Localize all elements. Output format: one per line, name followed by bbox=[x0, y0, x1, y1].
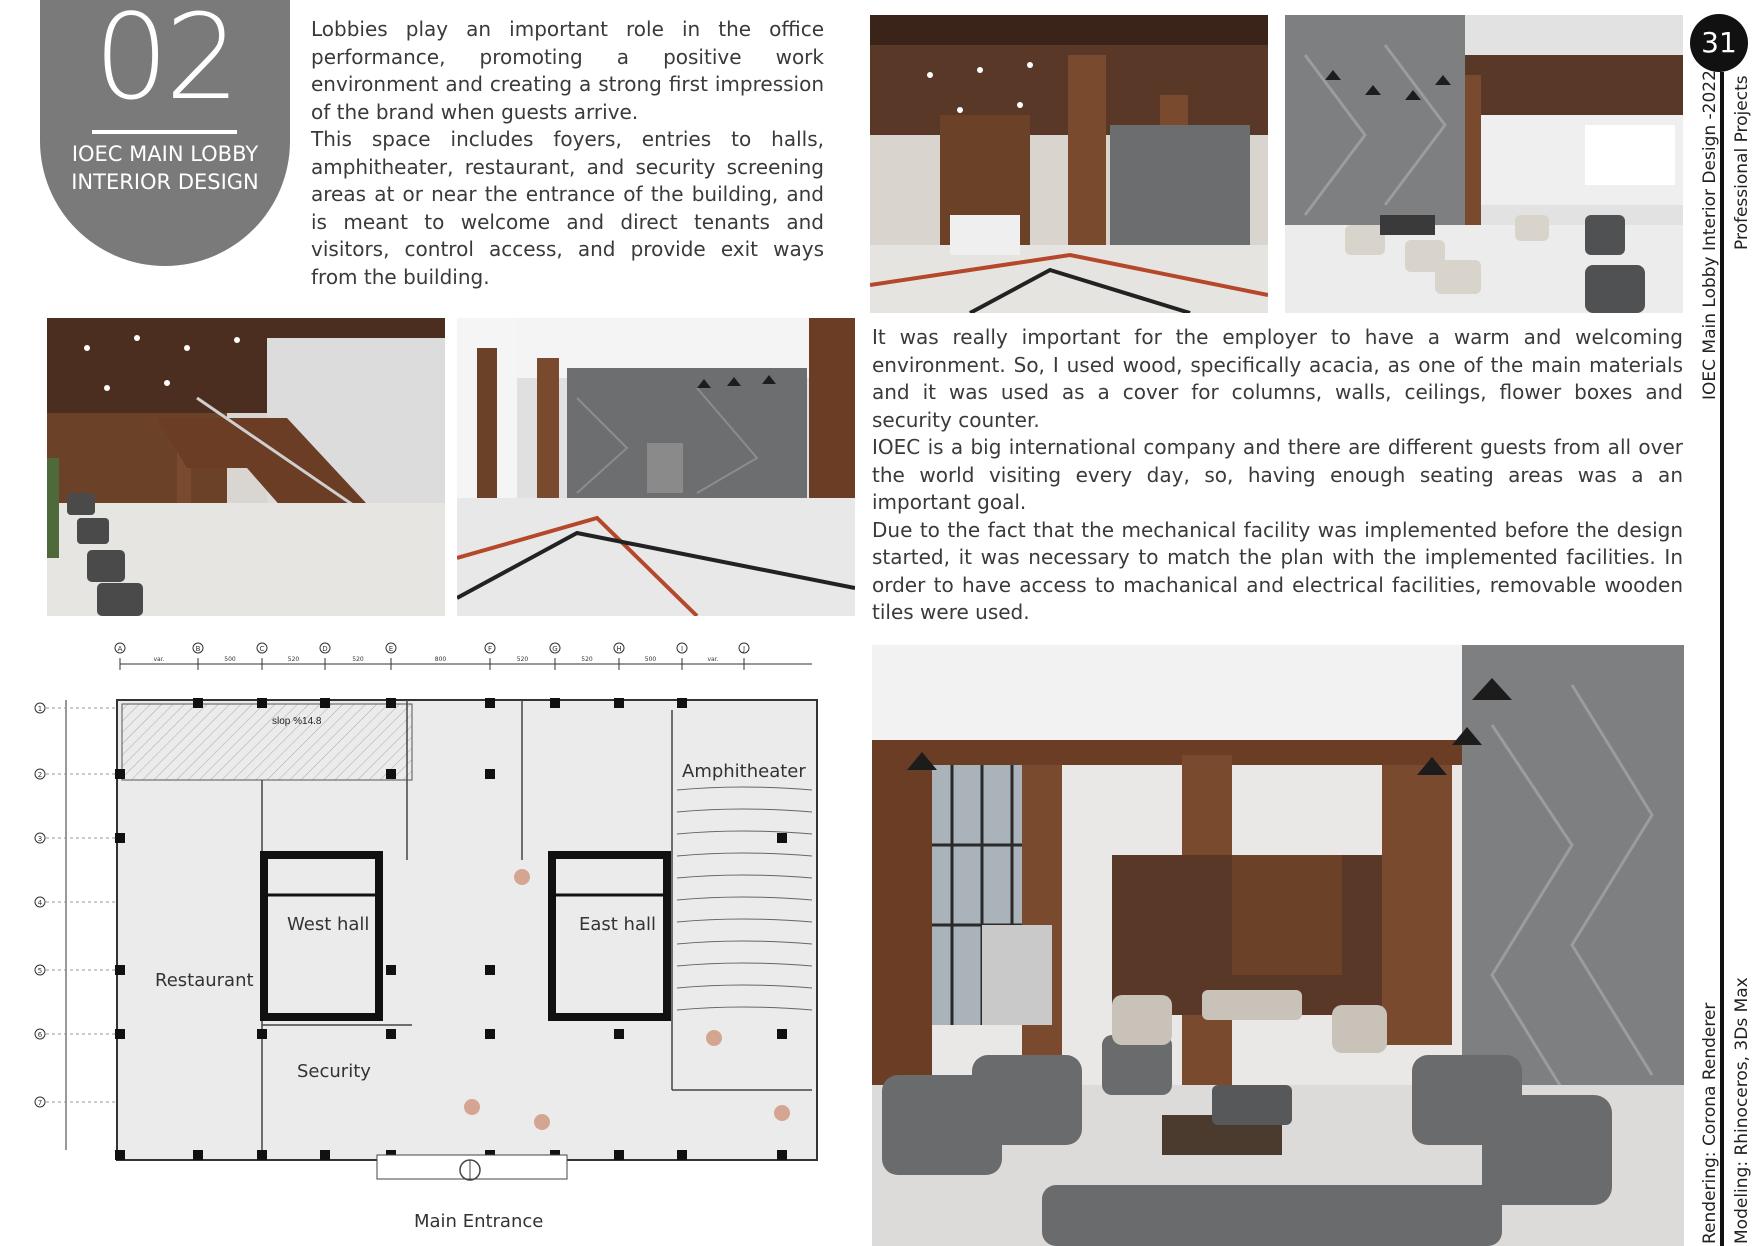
structural-column bbox=[115, 965, 125, 975]
structural-column bbox=[257, 1150, 267, 1160]
section-tab bbox=[40, 0, 290, 266]
slope-label: slop %14.8 bbox=[272, 716, 322, 727]
structural-column bbox=[550, 698, 560, 708]
section-title bbox=[40, 140, 290, 196]
structural-column bbox=[257, 1029, 267, 1039]
structural-column bbox=[115, 833, 125, 843]
side-rail bbox=[1720, 72, 1724, 1246]
structural-column bbox=[485, 698, 495, 708]
structural-column bbox=[614, 1029, 624, 1039]
structural-column bbox=[777, 833, 787, 843]
amphitheater-label: Amphitheater bbox=[682, 761, 806, 782]
grid-row-label: 2 bbox=[37, 771, 43, 779]
grid-column-label: J bbox=[742, 645, 746, 653]
grid-column-label: H bbox=[616, 645, 622, 653]
render-lounge bbox=[872, 645, 1684, 1246]
structural-column bbox=[320, 698, 330, 708]
dimension-label: 520 bbox=[352, 656, 364, 663]
render-reception bbox=[870, 15, 1268, 313]
structural-column bbox=[485, 965, 495, 975]
structural-column bbox=[193, 1150, 203, 1160]
dimension-label: 520 bbox=[516, 656, 529, 663]
design-text bbox=[872, 324, 1683, 627]
render-corridor bbox=[457, 318, 855, 616]
security-label: Security bbox=[297, 1061, 371, 1082]
structural-column bbox=[485, 769, 495, 779]
dimension-label: var. bbox=[707, 656, 719, 663]
dimension-label: 520 bbox=[581, 656, 593, 663]
project-label: IOEC Main Lobby Interior Design -2022 bbox=[1700, 70, 1720, 400]
grid-column-label: A bbox=[117, 645, 123, 653]
design-paragraph-1: It was really important for the employer to have a warm and welcoming environment. So, I used wood, specifically acacia, as one of the main materials and it was used as a cover for columns, walls, ceilings, flower boxes and security counter. bbox=[872, 325, 1683, 432]
title-divider bbox=[92, 130, 237, 134]
west-hall-label: West hall bbox=[287, 914, 370, 935]
structural-column bbox=[614, 1150, 624, 1160]
grid-row-label: 7 bbox=[37, 1099, 43, 1107]
grid-column-label: C bbox=[259, 645, 265, 653]
intro-paragraph-2: This space includes foyers, entries to halls, amphitheater, restaurant, and security screening areas at or near the entrance of the building, and is meant to welcome and direct tenants and visitors, control access, and provide exit ways from the building. bbox=[311, 127, 824, 289]
render-seating-atrium bbox=[1285, 15, 1683, 313]
section-title-line1: IOEC MAIN LOBBY bbox=[71, 142, 259, 166]
structural-column bbox=[386, 769, 396, 779]
grid-column-label: D bbox=[322, 645, 328, 653]
restaurant-label: Restaurant bbox=[155, 970, 254, 991]
design-paragraph-2: IOEC is a big international company and there are different guests from all over the world visiting every day, so, having enough seating areas was a an important goal. bbox=[872, 435, 1683, 514]
grid-column-label: E bbox=[388, 645, 394, 653]
section-label: Professional Projects bbox=[1732, 75, 1752, 250]
main-entrance-label: Main Entrance bbox=[414, 1211, 544, 1232]
dimension-label: var. bbox=[153, 656, 165, 663]
structural-column bbox=[115, 1150, 125, 1160]
grid-row-label: 3 bbox=[37, 835, 43, 843]
structural-column bbox=[677, 1150, 687, 1160]
grid-column-label: B bbox=[195, 645, 201, 653]
modeling-credit: Modeling: Rhinoceros, 3Ds Max bbox=[1732, 977, 1752, 1244]
grid-column-label: F bbox=[487, 645, 493, 653]
grid-row-label: 5 bbox=[37, 967, 43, 975]
structural-column bbox=[777, 1029, 787, 1039]
grid-column-label: G bbox=[552, 645, 558, 653]
structural-column bbox=[115, 769, 125, 779]
section-title-line2: INTERIOR DESIGN bbox=[71, 170, 259, 194]
structural-column bbox=[257, 698, 267, 708]
structural-column bbox=[386, 1029, 396, 1039]
structural-column bbox=[193, 698, 203, 708]
intro-paragraph-1: Lobbies play an important role in the office performance, promoting a positive work environment and creating a strong first impression of the brand when guests arrive. bbox=[311, 17, 824, 124]
structural-column bbox=[386, 965, 396, 975]
grid-row-label: 4 bbox=[37, 899, 43, 907]
design-paragraph-3: Due to the fact that the mechanical facility was implemented before the design started, it was necessary to match the plan with the implemented facilities. In order to have access to machanical and electrical facilities, removable wooden tiles were used. bbox=[872, 517, 1683, 624]
dimension-label: 520 bbox=[287, 656, 300, 663]
structural-column bbox=[115, 1029, 125, 1039]
structural-column bbox=[386, 698, 396, 708]
structural-column bbox=[614, 698, 624, 708]
structural-column bbox=[320, 1150, 330, 1160]
grid-row-label: 6 bbox=[37, 1031, 43, 1039]
structural-column bbox=[677, 698, 687, 708]
grid-column-label: I bbox=[680, 645, 684, 653]
dimension-label: 800 bbox=[434, 656, 447, 663]
page-number-badge: 31 bbox=[1690, 14, 1748, 72]
intro-text bbox=[311, 16, 824, 291]
dimension-label: 500 bbox=[224, 656, 236, 663]
dimension-label: 500 bbox=[644, 656, 657, 663]
section-number: 02 bbox=[93, 0, 237, 126]
grid-row-label: 1 bbox=[37, 705, 43, 713]
east-hall-label: East hall bbox=[579, 914, 657, 935]
render-staircase bbox=[47, 318, 445, 616]
rendering-credit: Rendering: Corona Renderer bbox=[1700, 1002, 1720, 1244]
structural-column bbox=[777, 1150, 787, 1160]
structural-column bbox=[485, 1029, 495, 1039]
floor-plan bbox=[22, 640, 862, 1240]
